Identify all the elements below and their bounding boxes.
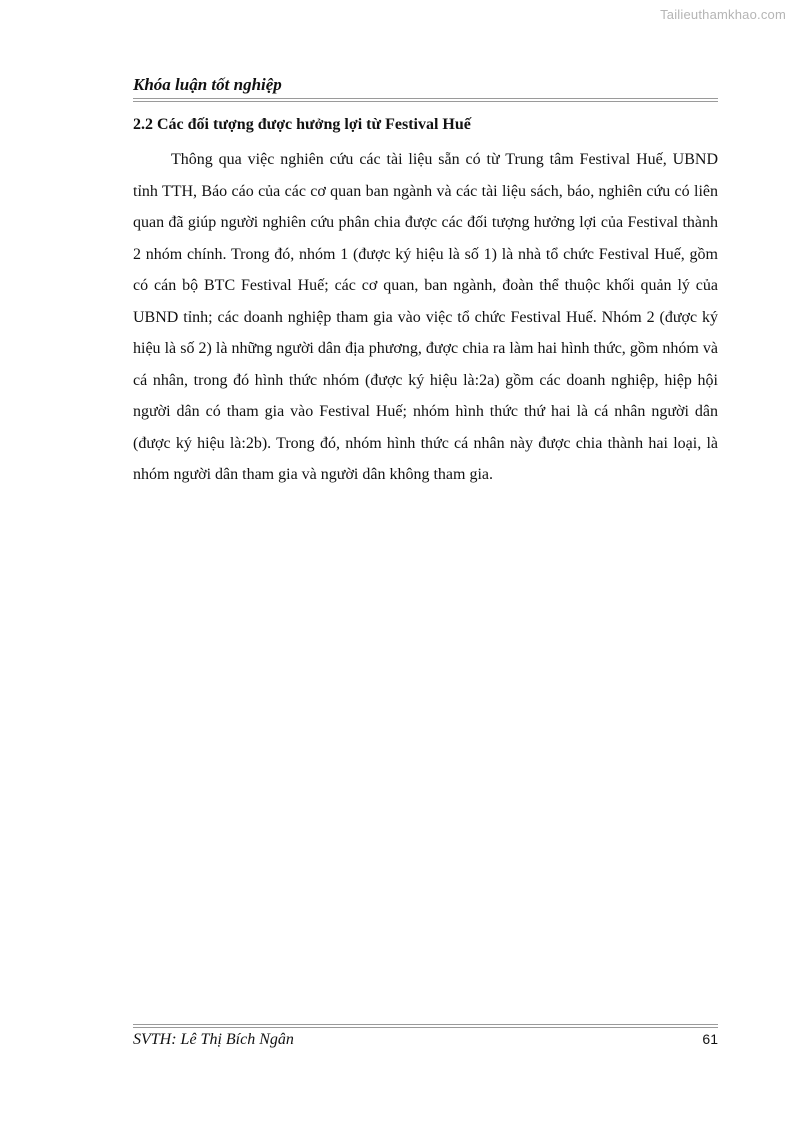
page-body [133, 114, 718, 491]
section-heading: 2.2 Các đối tượng được hưởng lợi từ Festival Huế [133, 116, 471, 133]
page-number: 61 [702, 1031, 718, 1047]
body-paragraph: Thông qua việc nghiên cứu các tài liệu sẵn có từ Trung tâm Festival Huế, UBND tỉnh TTH, Báo cáo của các cơ quan ban ngành và các tài liệu sách, báo, nghiên cứu có liên quan đã giúp người nghiên cứu phân chia được các đối tượng hưởng lợi của Festival thành 2 nhóm chính. Trong đó, nhóm 1 (được ký hiệu là số 1) là nhà tổ chức Festival Huế, gồm có cán bộ BTC Festival Huế; các cơ quan, ban ngành, đoàn thể thuộc khối quản lý của UBND tỉnh; các doanh nghiệp tham gia vào việc tổ chức Festival Huế. Nhóm 2 (được ký hiệu là số 2) là những người dân địa phương, được chia ra làm hai hình thức, gồm nhóm và cá nhân, trong đó hình thức nhóm (được ký hiệu là:2a) gồm các doanh nghiệp, hiệp hội người dân có tham gia vào Festival Huế; nhóm hình thức thứ hai là cá nhân người dân (được ký hiệu là:2b). Trong đó, nhóm hình thức cá nhân này được chia thành hai loại, là nhóm người dân tham gia và người dân không tham gia. [133, 151, 718, 483]
header-rule [133, 98, 718, 102]
header-title: Khóa luận tốt nghiệp [133, 75, 282, 94]
page-footer [133, 1024, 718, 1049]
watermark-text: Tailieuthamkhao.com [660, 7, 786, 22]
footer-author: SVTH: Lê Thị Bích Ngân [133, 1031, 294, 1048]
footer-rule [133, 1024, 718, 1028]
page-header [133, 74, 718, 102]
